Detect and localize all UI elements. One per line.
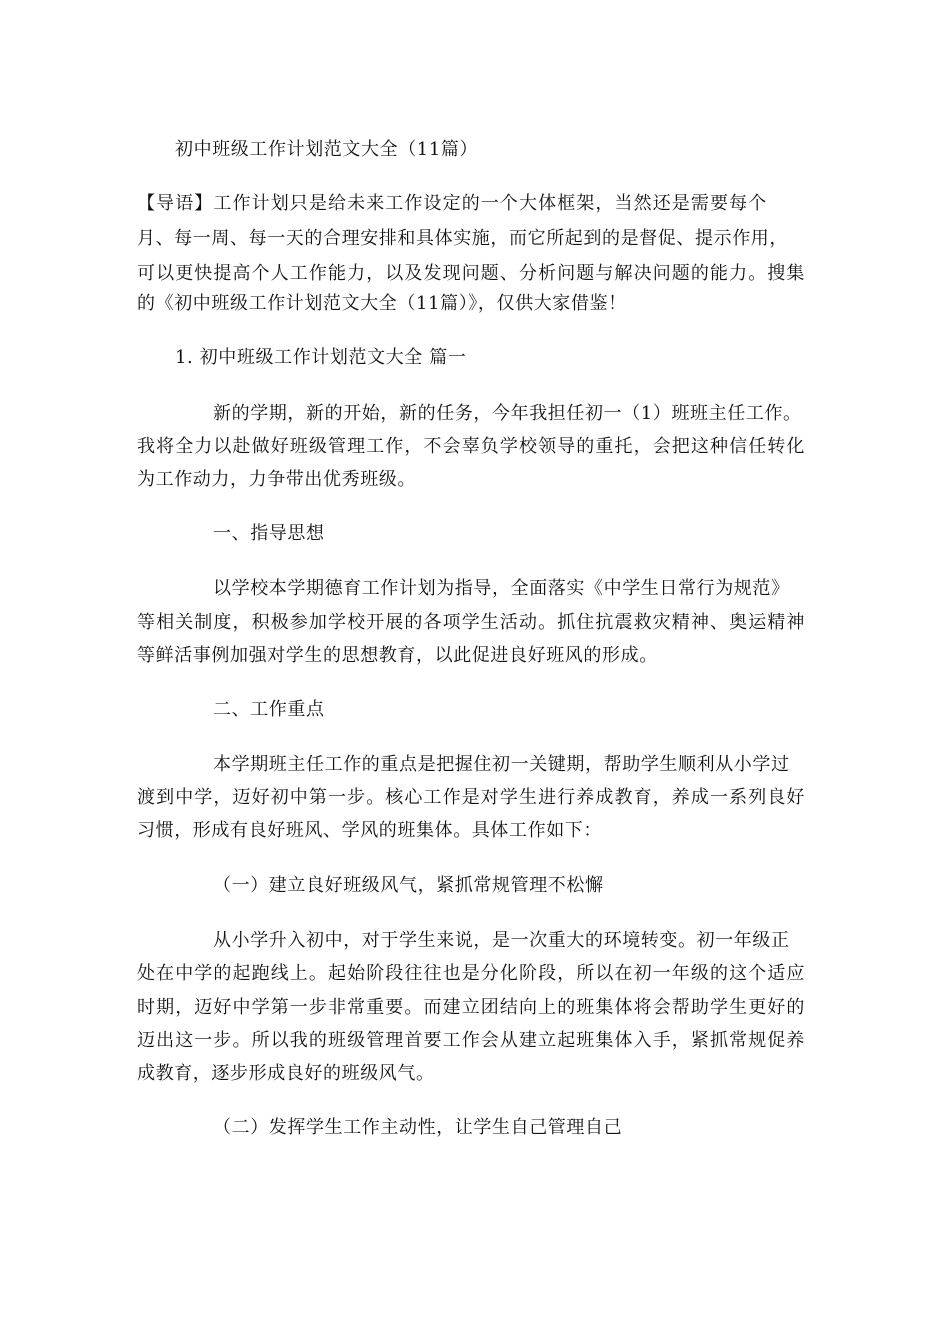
- sub1-line-1: 从小学升入初中，对于学生来说，是一次重大的环境转变。初一年级正: [213, 930, 790, 951]
- sub1-line-4: 迈出这一步。所以我的班级管理首要工作会从建立起班集体入手，紧抓常规促养: [137, 1030, 806, 1051]
- guiding-line-3: 等鲜活事例加强对学生的思想教育，以此促进良好班风的形成。: [137, 645, 658, 666]
- intro-line-4: 的《初中班级工作计划范文大全（11篇）》，仅供大家借鉴！: [137, 293, 627, 314]
- focus-line-1: 本学期班主任工作的重点是把握住初一关键期，帮助学生顺利从小学过: [213, 754, 790, 775]
- focus-line-2: 渡到中学，迈好初中第一步。核心工作是对学生进行养成教育，养成一系列良好: [137, 787, 806, 808]
- guiding-line-2: 等相关制度，积极参加学校开展的各项学生活动。抓住抗震救灾精神、奥运精神: [137, 612, 806, 633]
- intro-line-1: 【导语】工作计划只是给未来工作设定的一个大体框架，当然还是需要每个: [137, 193, 768, 214]
- heading-work-focus: 二、工作重点: [213, 699, 325, 720]
- document-title: 初中班级工作计划范文大全（11篇）: [175, 139, 479, 160]
- intro-line-2: 月、每一周、每一天的合理安排和具体实施，而它所起到的是督促、提示作用，: [137, 228, 788, 249]
- subheading-2: （二）发挥学生工作主动性，让学生自己管理自己: [213, 1117, 623, 1138]
- para1-line-2: 我将全力以赴做好班级管理工作，不会辜负学校领导的重托，会把这种信任转化: [137, 436, 806, 457]
- section-heading-1: 1. 初中班级工作计划范文大全 篇一: [175, 347, 467, 368]
- sub1-line-2: 处在中学的起跑线上。起始阶段往往也是分化阶段，所以在初一年级的这个适应: [137, 963, 806, 984]
- sub1-line-5: 成教育，逐步形成良好的班级风气。: [137, 1063, 435, 1084]
- para1-line-1: 新的学期，新的开始，新的任务，今年我担任初一（1）班班主任工作。: [213, 403, 802, 424]
- para1-line-3: 为工作动力，力争带出优秀班级。: [137, 469, 416, 490]
- guiding-line-1: 以学校本学期德育工作计划为指导，全面落实《中学生日常行为规范》: [213, 578, 790, 599]
- subheading-1: （一）建立良好班级风气，紧抓常规管理不松懈: [213, 875, 604, 896]
- sub1-line-3: 时期，迈好中学第一步非常重要。而建立团结向上的班集体将会帮助学生更好的: [137, 997, 806, 1018]
- heading-guiding-thought: 一、指导思想: [213, 523, 325, 544]
- intro-line-3: 可以更快提高个人工作能力，以及发现问题、分析问题与解决问题的能力。搜集: [137, 263, 806, 284]
- focus-line-3: 习惯，形成有良好班风、学风的班集体。具体工作如下：: [137, 820, 602, 841]
